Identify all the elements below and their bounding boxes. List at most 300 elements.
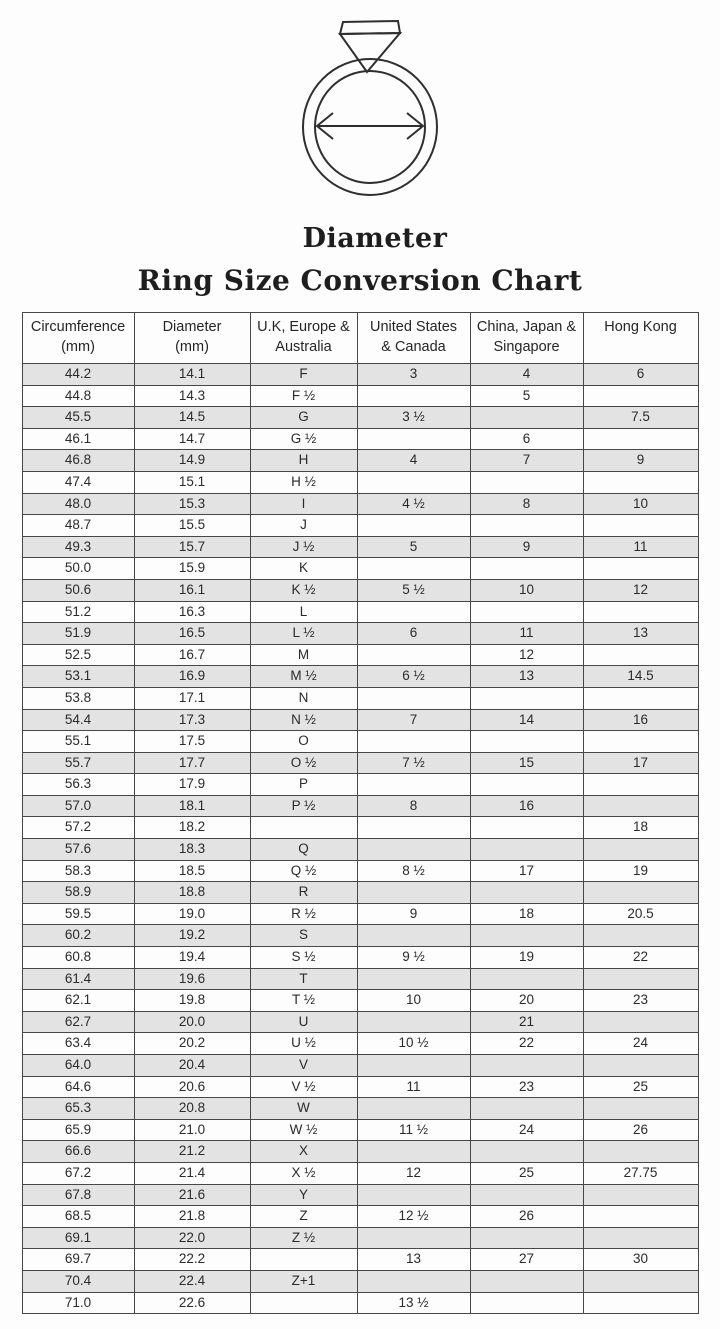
- table-cell: [357, 687, 470, 709]
- table-cell: M: [250, 644, 357, 666]
- table-cell: 48.7: [22, 515, 134, 537]
- table-cell: 14.1: [134, 364, 250, 386]
- table-cell: 21.2: [134, 1141, 250, 1163]
- table-row: [22, 903, 698, 925]
- table-row: [22, 731, 698, 753]
- table-row: [22, 579, 698, 601]
- table-cell: [470, 1227, 583, 1249]
- table-cell: 60.8: [22, 947, 134, 969]
- table-cell: [357, 1098, 470, 1120]
- column-header-line: Circumference: [30, 319, 126, 335]
- table-cell: 50.0: [22, 558, 134, 580]
- table-cell: 14.5: [583, 666, 698, 688]
- table-row: [22, 364, 698, 386]
- table-cell: 22.2: [134, 1249, 250, 1271]
- table-cell: 70.4: [22, 1270, 134, 1292]
- table-cell: 44.2: [22, 364, 134, 386]
- table-cell: 16: [470, 795, 583, 817]
- table-cell: 22.0: [134, 1227, 250, 1249]
- column-header: [357, 313, 470, 364]
- table-row: [22, 601, 698, 623]
- table-cell: R: [250, 882, 357, 904]
- table-cell: 19.6: [134, 968, 250, 990]
- table-cell: [470, 407, 583, 429]
- table-row: [22, 774, 698, 796]
- table-cell: 19: [583, 860, 698, 882]
- diamond-pavilion-facet: [340, 33, 400, 72]
- table-cell: [583, 882, 698, 904]
- table-cell: T: [250, 968, 357, 990]
- table-cell: 6: [357, 623, 470, 645]
- table-cell: [357, 839, 470, 861]
- table-cell: [470, 817, 583, 839]
- table-cell: Z+1: [250, 1270, 357, 1292]
- table-cell: [470, 774, 583, 796]
- table-cell: J: [250, 515, 357, 537]
- table-row: [22, 1249, 698, 1271]
- table-cell: [357, 601, 470, 623]
- table-cell: [583, 1227, 698, 1249]
- table-cell: 12: [583, 579, 698, 601]
- table-row: [22, 1292, 698, 1314]
- table-cell: O ½: [250, 752, 357, 774]
- table-row: [22, 493, 698, 515]
- table-cell: 27: [470, 1249, 583, 1271]
- table-cell: 21: [470, 1011, 583, 1033]
- table-row: [22, 817, 698, 839]
- table-cell: 19.8: [134, 990, 250, 1012]
- table-cell: V: [250, 1055, 357, 1077]
- table-row: [22, 1162, 698, 1184]
- table-cell: [470, 839, 583, 861]
- table-cell: [470, 925, 583, 947]
- table-cell: 15.1: [134, 471, 250, 493]
- table-cell: [470, 731, 583, 753]
- table-cell: J ½: [250, 536, 357, 558]
- table-cell: 9: [583, 450, 698, 472]
- table-row: [22, 1206, 698, 1228]
- table-cell: 18.3: [134, 839, 250, 861]
- table-cell: 20.2: [134, 1033, 250, 1055]
- table-cell: 23: [470, 1076, 583, 1098]
- table-cell: 21.6: [134, 1184, 250, 1206]
- table-cell: 68.5: [22, 1206, 134, 1228]
- table-cell: N: [250, 687, 357, 709]
- table-cell: U: [250, 1011, 357, 1033]
- column-header-line: United States: [369, 319, 458, 335]
- table-cell: 62.1: [22, 990, 134, 1012]
- table-cell: 11: [470, 623, 583, 645]
- table-row: [22, 925, 698, 947]
- table-cell: 17: [470, 860, 583, 882]
- table-cell: 10: [357, 990, 470, 1012]
- table-cell: 66.6: [22, 1141, 134, 1163]
- table-cell: 8 ½: [357, 860, 470, 882]
- table-cell: 18: [470, 903, 583, 925]
- diamond-ring-icon: [275, 14, 475, 199]
- table-cell: [470, 1141, 583, 1163]
- table-cell: 5: [357, 536, 470, 558]
- table-cell: P: [250, 774, 357, 796]
- table-cell: 7 ½: [357, 752, 470, 774]
- table-cell: 13 ½: [357, 1292, 470, 1314]
- table-cell: 18.8: [134, 882, 250, 904]
- table-cell: 57.0: [22, 795, 134, 817]
- table-cell: [583, 795, 698, 817]
- table-cell: 22: [470, 1033, 583, 1055]
- table-cell: I: [250, 493, 357, 515]
- table-cell: 21.8: [134, 1206, 250, 1228]
- table-cell: [583, 1184, 698, 1206]
- table-cell: [583, 558, 698, 580]
- table-cell: [583, 774, 698, 796]
- table-cell: [470, 968, 583, 990]
- table-cell: 48.0: [22, 493, 134, 515]
- table-cell: 15.3: [134, 493, 250, 515]
- table-cell: 58.9: [22, 882, 134, 904]
- table-cell: S: [250, 925, 357, 947]
- table-cell: 19.0: [134, 903, 250, 925]
- table-cell: [470, 1184, 583, 1206]
- column-header-line: (mm): [175, 339, 209, 355]
- table-cell: 14.5: [134, 407, 250, 429]
- table-cell: 17.3: [134, 709, 250, 731]
- table-row: [22, 450, 698, 472]
- diameter-arrow-icon: [317, 113, 423, 139]
- table-cell: 67.8: [22, 1184, 134, 1206]
- table-row: [22, 536, 698, 558]
- table-cell: [357, 1227, 470, 1249]
- table-cell: [583, 687, 698, 709]
- table-cell: [583, 1055, 698, 1077]
- table-cell: W: [250, 1098, 357, 1120]
- table-cell: 16.5: [134, 623, 250, 645]
- table-cell: 20.4: [134, 1055, 250, 1077]
- table-cell: [583, 839, 698, 861]
- table-row: [22, 558, 698, 580]
- table-cell: [583, 515, 698, 537]
- table-cell: 6 ½: [357, 666, 470, 688]
- table-cell: 47.4: [22, 471, 134, 493]
- column-header-line: Australia: [275, 339, 332, 355]
- table-cell: T ½: [250, 990, 357, 1012]
- table-cell: 15.5: [134, 515, 250, 537]
- table-cell: 18.5: [134, 860, 250, 882]
- table-cell: [583, 1270, 698, 1292]
- table-row: [22, 882, 698, 904]
- column-header: [583, 313, 698, 364]
- table-cell: 53.1: [22, 666, 134, 688]
- table-cell: 17.5: [134, 731, 250, 753]
- table-cell: 71.0: [22, 1292, 134, 1314]
- table-cell: 44.8: [22, 385, 134, 407]
- table-cell: 20.5: [583, 903, 698, 925]
- table-cell: 8: [357, 795, 470, 817]
- table-cell: 51.9: [22, 623, 134, 645]
- table-cell: 30: [583, 1249, 698, 1271]
- table-cell: 10 ½: [357, 1033, 470, 1055]
- table-cell: V ½: [250, 1076, 357, 1098]
- table-cell: 13: [583, 623, 698, 645]
- table-cell: 15: [470, 752, 583, 774]
- table-header-row: [22, 313, 698, 364]
- table-row: [22, 1270, 698, 1292]
- table-cell: [250, 1249, 357, 1271]
- table-cell: [357, 385, 470, 407]
- table-cell: 57.6: [22, 839, 134, 861]
- table-cell: 60.2: [22, 925, 134, 947]
- table-cell: H ½: [250, 471, 357, 493]
- table-cell: 55.1: [22, 731, 134, 753]
- table-cell: 21.0: [134, 1119, 250, 1141]
- table-cell: 7: [357, 709, 470, 731]
- table-cell: 6: [470, 428, 583, 450]
- table-row: [22, 644, 698, 666]
- table-cell: 14.3: [134, 385, 250, 407]
- table-cell: [583, 644, 698, 666]
- table-cell: 45.5: [22, 407, 134, 429]
- table-cell: [470, 882, 583, 904]
- table-cell: N ½: [250, 709, 357, 731]
- table-row: [22, 709, 698, 731]
- table-row: [22, 795, 698, 817]
- table-cell: [470, 515, 583, 537]
- table-row: [22, 385, 698, 407]
- table-cell: 27.75: [583, 1162, 698, 1184]
- column-header-line: China, Japan &: [476, 319, 577, 335]
- table-cell: Y: [250, 1184, 357, 1206]
- table-cell: S ½: [250, 947, 357, 969]
- table-cell: G: [250, 407, 357, 429]
- table-cell: 52.5: [22, 644, 134, 666]
- page-title: Ring Size Conversion Chart: [137, 264, 583, 297]
- table-cell: 11 ½: [357, 1119, 470, 1141]
- table-cell: K: [250, 558, 357, 580]
- table-cell: 65.9: [22, 1119, 134, 1141]
- table-row: [22, 1227, 698, 1249]
- table-cell: 17.7: [134, 752, 250, 774]
- table-cell: 16.7: [134, 644, 250, 666]
- table-cell: 64.0: [22, 1055, 134, 1077]
- diameter-label: Diameter: [302, 223, 448, 254]
- ring-size-conversion-table: [22, 312, 699, 1314]
- table-cell: 16.9: [134, 666, 250, 688]
- table-cell: 50.6: [22, 579, 134, 601]
- table-cell: 4: [357, 450, 470, 472]
- table-cell: [470, 601, 583, 623]
- table-cell: 67.2: [22, 1162, 134, 1184]
- table-cell: 69.7: [22, 1249, 134, 1271]
- table-cell: 22.6: [134, 1292, 250, 1314]
- column-header-line: Hong Kong: [604, 319, 677, 335]
- table-cell: 18: [583, 817, 698, 839]
- table-row: [22, 1098, 698, 1120]
- table-cell: 26: [470, 1206, 583, 1228]
- column-header-line: U.K, Europe &: [257, 319, 350, 335]
- table-row: [22, 1055, 698, 1077]
- table-cell: 13: [357, 1249, 470, 1271]
- table-cell: 62.7: [22, 1011, 134, 1033]
- table-cell: [250, 817, 357, 839]
- table-cell: 14.9: [134, 450, 250, 472]
- table-cell: O: [250, 731, 357, 753]
- table-cell: [357, 1141, 470, 1163]
- table-cell: 7.5: [583, 407, 698, 429]
- table-cell: [357, 731, 470, 753]
- table-cell: 4 ½: [357, 493, 470, 515]
- diamond-table-facet: [340, 21, 400, 34]
- table-cell: 24: [583, 1033, 698, 1055]
- table-cell: 11: [583, 536, 698, 558]
- table-cell: 53.8: [22, 687, 134, 709]
- table-cell: [583, 1206, 698, 1228]
- table-cell: [583, 385, 698, 407]
- table-row: [22, 860, 698, 882]
- table-cell: 26: [583, 1119, 698, 1141]
- table-cell: [583, 925, 698, 947]
- table-row: [22, 1011, 698, 1033]
- table-cell: [583, 428, 698, 450]
- table-cell: [583, 471, 698, 493]
- table-cell: 64.6: [22, 1076, 134, 1098]
- table-cell: 11: [357, 1076, 470, 1098]
- table-cell: Z ½: [250, 1227, 357, 1249]
- table-cell: 9: [357, 903, 470, 925]
- table-cell: 58.3: [22, 860, 134, 882]
- table-row: [22, 839, 698, 861]
- table-cell: [470, 558, 583, 580]
- table-row: [22, 947, 698, 969]
- table-cell: 17.1: [134, 687, 250, 709]
- table-cell: Q ½: [250, 860, 357, 882]
- table-row: [22, 752, 698, 774]
- table-cell: 49.3: [22, 536, 134, 558]
- table-cell: [583, 731, 698, 753]
- table-cell: 6: [583, 364, 698, 386]
- table-cell: 12 ½: [357, 1206, 470, 1228]
- table-cell: [357, 1055, 470, 1077]
- table-cell: 21.4: [134, 1162, 250, 1184]
- column-header-line: (mm): [61, 339, 95, 355]
- table-cell: 20.6: [134, 1076, 250, 1098]
- table-cell: 3 ½: [357, 407, 470, 429]
- table-cell: [357, 471, 470, 493]
- table-cell: [583, 1011, 698, 1033]
- table-cell: [250, 1292, 357, 1314]
- table-cell: 55.7: [22, 752, 134, 774]
- table-cell: [357, 774, 470, 796]
- table-cell: [357, 817, 470, 839]
- table-cell: P ½: [250, 795, 357, 817]
- table-row: [22, 407, 698, 429]
- table-cell: 15.9: [134, 558, 250, 580]
- table-cell: 69.1: [22, 1227, 134, 1249]
- table-cell: F: [250, 364, 357, 386]
- table-cell: 19.4: [134, 947, 250, 969]
- table-cell: 46.1: [22, 428, 134, 450]
- table-cell: [357, 558, 470, 580]
- table-cell: 18.2: [134, 817, 250, 839]
- table-cell: 19.2: [134, 925, 250, 947]
- table-cell: 63.4: [22, 1033, 134, 1055]
- table-cell: 20.0: [134, 1011, 250, 1033]
- column-header-line: & Canada: [381, 339, 446, 355]
- table-cell: 5: [470, 385, 583, 407]
- table-cell: 16.1: [134, 579, 250, 601]
- table-cell: 9 ½: [357, 947, 470, 969]
- table-cell: [357, 515, 470, 537]
- table-row: [22, 687, 698, 709]
- table-cell: 65.3: [22, 1098, 134, 1120]
- table-cell: 4: [470, 364, 583, 386]
- table-cell: [357, 925, 470, 947]
- table-cell: L ½: [250, 623, 357, 645]
- table-cell: U ½: [250, 1033, 357, 1055]
- table-cell: 16: [583, 709, 698, 731]
- table-cell: 3: [357, 364, 470, 386]
- table-cell: 14.7: [134, 428, 250, 450]
- table-cell: [470, 1055, 583, 1077]
- table-cell: [470, 471, 583, 493]
- column-header-line: Diameter: [162, 319, 222, 335]
- table-cell: 10: [470, 579, 583, 601]
- table-cell: [357, 1184, 470, 1206]
- table-row: [22, 666, 698, 688]
- table-row: [22, 990, 698, 1012]
- table-row: [22, 1076, 698, 1098]
- table-cell: 57.2: [22, 817, 134, 839]
- table-cell: K ½: [250, 579, 357, 601]
- column-header: [22, 313, 134, 364]
- table-cell: X ½: [250, 1162, 357, 1184]
- table-cell: [357, 882, 470, 904]
- table-cell: 12: [357, 1162, 470, 1184]
- table-cell: [583, 1292, 698, 1314]
- table-cell: 54.4: [22, 709, 134, 731]
- table-cell: 9: [470, 536, 583, 558]
- table-cell: [357, 1011, 470, 1033]
- table-cell: Q: [250, 839, 357, 861]
- table-cell: [583, 968, 698, 990]
- table-cell: W ½: [250, 1119, 357, 1141]
- table-row: [22, 1184, 698, 1206]
- column-header: [470, 313, 583, 364]
- table-row: [22, 471, 698, 493]
- table-cell: [470, 1270, 583, 1292]
- table-cell: 20: [470, 990, 583, 1012]
- table-cell: 17.9: [134, 774, 250, 796]
- table-cell: [583, 1141, 698, 1163]
- table-cell: [357, 968, 470, 990]
- table-cell: 16.3: [134, 601, 250, 623]
- table-cell: M ½: [250, 666, 357, 688]
- table-cell: 14: [470, 709, 583, 731]
- table-cell: H: [250, 450, 357, 472]
- table-cell: R ½: [250, 903, 357, 925]
- table-cell: [357, 1270, 470, 1292]
- table-cell: 20.8: [134, 1098, 250, 1120]
- table-cell: 23: [583, 990, 698, 1012]
- table-cell: 46.8: [22, 450, 134, 472]
- table-cell: 25: [470, 1162, 583, 1184]
- table-cell: [470, 687, 583, 709]
- table-cell: 12: [470, 644, 583, 666]
- ring-diagram: [15, 14, 720, 199]
- table-cell: L: [250, 601, 357, 623]
- table-cell: 59.5: [22, 903, 134, 925]
- table-cell: 18.1: [134, 795, 250, 817]
- table-cell: [583, 1098, 698, 1120]
